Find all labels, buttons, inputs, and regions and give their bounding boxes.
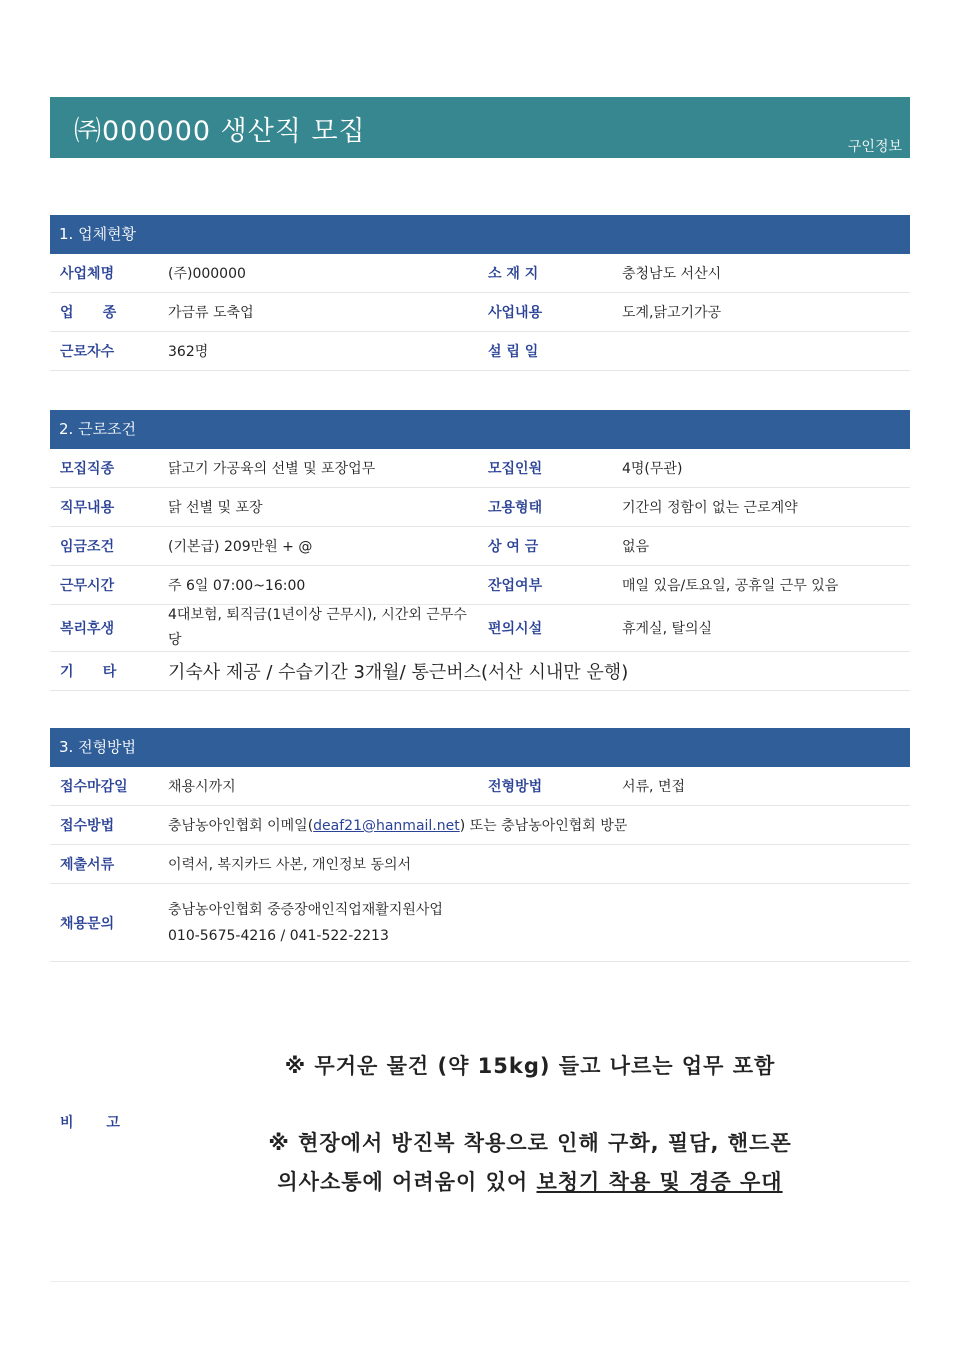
section-selection (50, 728, 910, 962)
page-title: ㈜000000 생산직 모집 (74, 116, 366, 147)
table-row (50, 254, 910, 293)
label: 접수마감일 (60, 779, 128, 795)
remark-text: 의사소통에 어려움이 있어 (277, 1170, 537, 1194)
label: 모집인원 (488, 461, 543, 477)
value: 닭 선별 및 포장 (168, 500, 263, 516)
value: 채용시까지 (168, 779, 236, 795)
label: 근무시간 (60, 578, 115, 594)
page-header (50, 97, 910, 158)
section-title: 2. 근로조건 (50, 410, 910, 449)
remark-line (120, 1166, 940, 1196)
label: 모집직종 (60, 461, 115, 477)
table-row (50, 566, 910, 605)
value: 닭고기 가공육의 선별 및 포장업무 (168, 461, 376, 477)
value: (주)000000 (168, 266, 246, 282)
value: 없음 (622, 539, 650, 555)
value: 기숙사 제공 / 수습기간 3개월/ 통근버스(서산 시내만 운행) (168, 662, 629, 683)
label: 제출서류 (60, 857, 115, 873)
label: 상 여 금 (488, 539, 539, 555)
value: 충청남도 서산시 (622, 266, 722, 282)
remark-line: ※ 무거운 물건 (약 15kg) 들고 나르는 업무 포함 (284, 1054, 776, 1078)
email-link[interactable]: deaf21@hanmail.net (313, 818, 460, 834)
value (168, 815, 627, 835)
table-row (50, 605, 910, 652)
value: 주 6일 07:00~16:00 (168, 578, 306, 594)
remark-underlined: 보청기 착용 및 경증 우대 (536, 1170, 783, 1194)
table-row (50, 332, 910, 371)
value: 4대보험, 퇴직금(1년이상 근무시), 시간외 근무수당 (168, 607, 467, 648)
value: 도계,닭고기가공 (622, 305, 722, 321)
label: 채용문의 (60, 915, 115, 932)
table-row (50, 845, 910, 884)
table-row (50, 449, 910, 488)
value-text: 충남농아인협회 이메일( (168, 818, 314, 834)
remarks-label: 비 고 (60, 1115, 134, 1131)
label: 업 종 (60, 305, 117, 321)
label: 편의시설 (488, 621, 543, 637)
label: 복리후생 (60, 621, 115, 637)
table-row (50, 806, 910, 845)
table-row (50, 293, 910, 332)
page-subtitle: 구인정보 (847, 139, 902, 155)
section-company (50, 215, 910, 371)
label: 사업내용 (488, 305, 543, 321)
section-title: 3. 전형방법 (50, 728, 910, 767)
value: 이력서, 복지카드 사본, 개인정보 동의서 (168, 857, 412, 873)
table-row (50, 884, 910, 962)
value: (기본급) 209만원 + @ (168, 539, 313, 555)
value: 매일 있음/토요일, 공휴일 근무 있음 (622, 578, 839, 594)
label: 직무내용 (60, 500, 115, 516)
label: 고용형태 (488, 500, 543, 516)
value: 서류, 면접 (622, 779, 685, 795)
contact-org: 충남농아인협회 중증장애인직업재활지원사업 (168, 901, 443, 918)
label: 잔업여부 (488, 578, 543, 594)
label: 근로자수 (60, 344, 115, 360)
label: 접수방법 (60, 818, 115, 834)
divider (50, 1281, 910, 1282)
label: 사업체명 (60, 266, 115, 282)
table-row (50, 652, 910, 691)
label: 전형방법 (488, 779, 543, 795)
value-text: ) 또는 충남농아인협회 방문 (459, 818, 628, 834)
value: 4명(무관) (622, 461, 683, 477)
value (168, 897, 443, 949)
remark-line: ※ 현장에서 방진복 착용으로 인해 구화, 필담, 핸드폰 (268, 1131, 792, 1155)
contact-phone: 010-5675-4216 / 041-522-2213 (168, 927, 389, 944)
label: 설 립 일 (488, 344, 539, 360)
value: 가금류 도축업 (168, 305, 254, 321)
label: 임금조건 (60, 539, 115, 555)
table-row (50, 767, 910, 806)
table-row (50, 488, 910, 527)
section-conditions (50, 410, 910, 691)
label: 소 재 지 (488, 266, 539, 282)
value: 휴게실, 탈의실 (622, 621, 713, 637)
value: 362명 (168, 344, 209, 360)
section-title: 1. 업체현황 (50, 215, 910, 254)
table-row (50, 527, 910, 566)
value: 기간의 정함이 없는 근로계약 (622, 500, 798, 516)
label: 기 타 (60, 664, 117, 680)
